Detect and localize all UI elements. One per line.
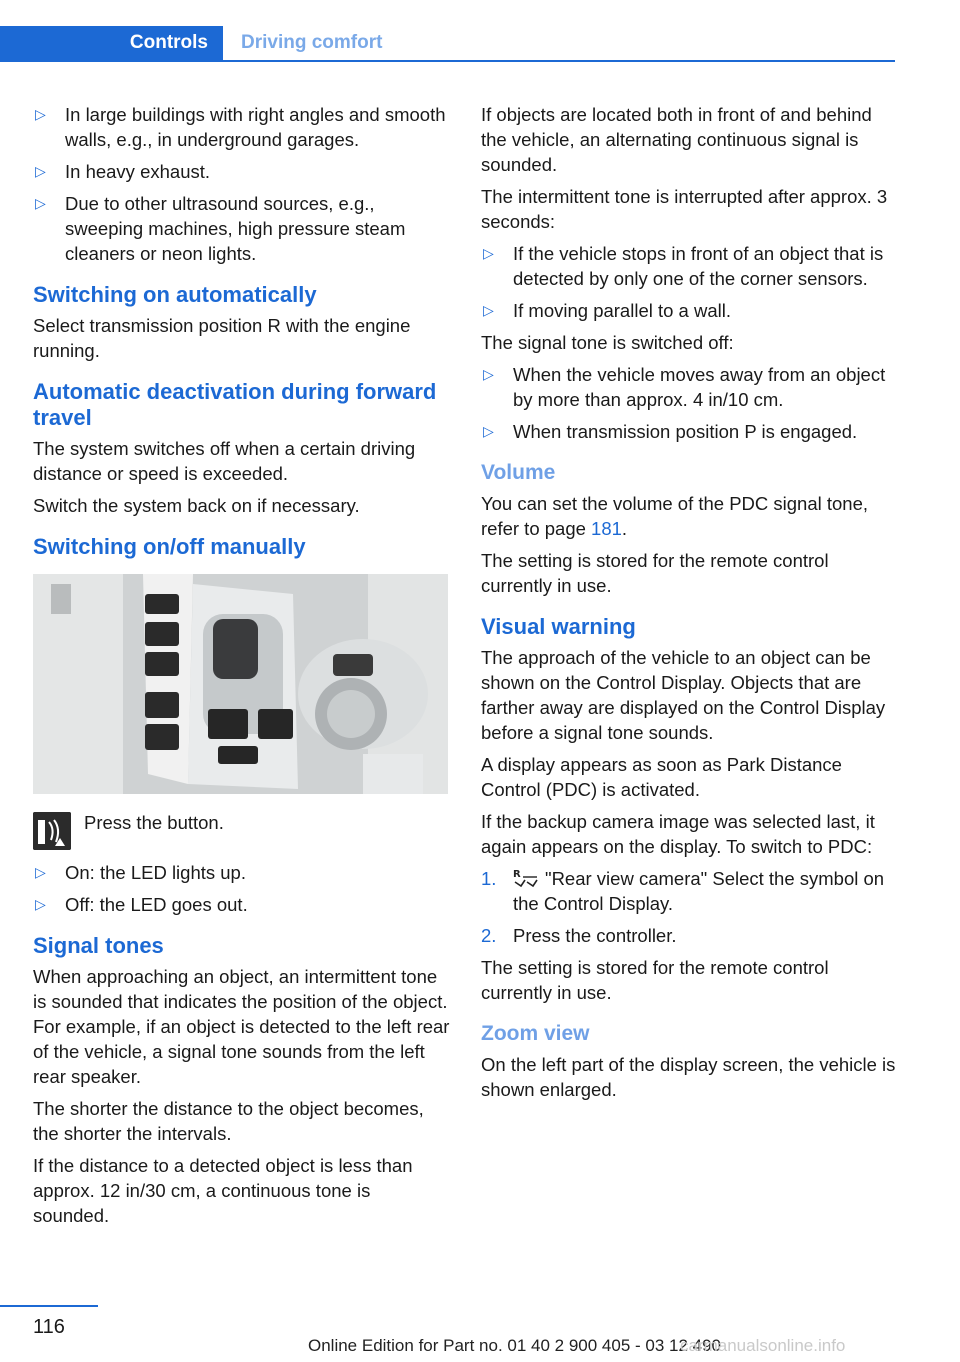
- page-number: 116: [33, 1316, 65, 1338]
- triangle-right-icon: ▷: [35, 195, 46, 211]
- paragraph: On the left part of the display screen, the vehicle is shown enlarged.: [481, 1054, 896, 1100]
- svg-text:R: R: [513, 869, 521, 880]
- step-number: 2.: [481, 925, 497, 946]
- paragraph: When approaching an object, an intermittent tone is sounded that indicates the position of the object. For example, if an object is detected to the left rear of the vehicle, a signal tone sounds from the left rear speaker.: [33, 966, 450, 1087]
- paragraph: The signal tone is switched off:: [481, 332, 734, 353]
- paragraph: The shorter the distance to the object becomes, the shorter the intervals.: [33, 1098, 424, 1144]
- page-header: [0, 0, 960, 62]
- list-item: ▷ When transmission position P is engaged.: [483, 421, 858, 442]
- paragraph: The system switches off when a certain driving distance or speed is exceeded.: [33, 438, 416, 484]
- right-column: [481, 102, 899, 1109]
- triangle-right-icon: ▷: [35, 163, 46, 179]
- page-reference-link[interactable]: 181: [591, 518, 622, 539]
- paragraph: Select transmission position R with the engine running.: [33, 315, 411, 361]
- center-console-photo: [33, 574, 448, 794]
- rear-view-camera-icon: [513, 868, 539, 888]
- press-button-text: Press the button.: [84, 812, 224, 833]
- paragraph: A display appears as soon as Park Distance Control (PDC) is activated.: [481, 754, 842, 800]
- list-item: ▷ On: the LED lights up.: [35, 862, 246, 883]
- step-item: [481, 923, 899, 948]
- heading-volume: Volume: [481, 461, 556, 484]
- list-item: ▷ Due to other ultrasound sources, e.g., sweeping machines, high pressure steam cleaners or neon lights.: [35, 193, 406, 264]
- step-text: "Rear view camera" Select the symbol on the Control Display.: [513, 868, 885, 914]
- heading-zoom-view: Zoom view: [481, 1022, 590, 1045]
- triangle-right-icon: ▷: [483, 366, 494, 382]
- pdc-button-icon: [33, 812, 71, 850]
- edition-footer: Online Edition for Part no. 01 40 2 900 405 - 03 12 490: [308, 1336, 722, 1355]
- heading-switching-manually: Switching on/off manually: [33, 534, 306, 559]
- paragraph: The approach of the vehicle to an object can be shown on the Control Display. Objects that are farther away are displayed on the Control Display before a signal tone sounds.: [481, 647, 886, 743]
- heading-automatic-deactivation: Automatic deactivation during forward travel: [33, 379, 437, 430]
- list-item: ▷ In large buildings with right angles and smooth walls, e.g., in underground garages.: [35, 104, 446, 150]
- press-button-row: [33, 806, 451, 852]
- triangle-right-icon: ▷: [35, 896, 46, 912]
- list-item: ▷ If the vehicle stops in front of an object that is detected by only one of the corner sensors.: [483, 243, 884, 289]
- paragraph: You can set the volume of the PDC signal tone, refer to page 181.: [481, 493, 869, 539]
- triangle-right-icon: ▷: [483, 423, 494, 439]
- triangle-right-icon: ▷: [483, 245, 494, 261]
- heading-signal-tones: Signal tones: [33, 933, 164, 958]
- list-item: ▷ In heavy exhaust.: [35, 161, 211, 182]
- triangle-right-icon: ▷: [35, 106, 46, 122]
- paragraph: If objects are located both in front of and behind the vehicle, an alternating continuous signal is sounded.: [481, 104, 872, 175]
- footer-divider: [0, 1305, 98, 1307]
- paragraph: The setting is stored for the remote control currently in use.: [481, 550, 829, 596]
- heading-visual-warning: Visual warning: [481, 614, 636, 639]
- step-text: Press the controller.: [513, 925, 677, 946]
- list-item: ▷ Off: the LED goes out.: [35, 894, 248, 915]
- left-column: [33, 102, 451, 1235]
- tab-controls: Controls: [0, 26, 223, 60]
- triangle-right-icon: ▷: [35, 864, 46, 880]
- step-item: [481, 866, 899, 916]
- watermark: carmanualsonline.info: [680, 1336, 846, 1355]
- paragraph: The intermittent tone is interrupted after approx. 3 seconds:: [481, 186, 888, 232]
- heading-switching-on-automatically: Switching on automatically: [33, 282, 317, 307]
- tab-driving-comfort: Driving comfort: [241, 32, 383, 53]
- step-number: 1.: [481, 868, 497, 889]
- paragraph: If the distance to a detected object is less than approx. 12 in/30 cm, a continuous tone is sounded.: [33, 1155, 413, 1226]
- paragraph: If the backup camera image was selected last, it again appears on the display. To switch to PDC:: [481, 811, 875, 857]
- paragraph: The setting is stored for the remote control currently in use.: [481, 957, 829, 1003]
- paragraph: Switch the system back on if necessary.: [33, 495, 360, 516]
- triangle-right-icon: ▷: [483, 302, 494, 318]
- header-divider: [0, 60, 895, 62]
- list-item: ▷ If moving parallel to a wall.: [483, 300, 731, 321]
- list-item: ▷ When the vehicle moves away from an object by more than approx. 4 in/10 cm.: [483, 364, 886, 410]
